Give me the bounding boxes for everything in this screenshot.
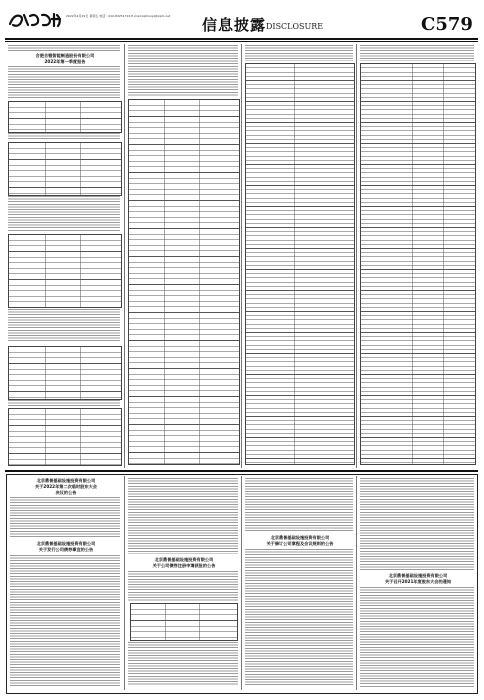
text-block: [8, 400, 120, 406]
section-title-en: DISCLOSURE: [266, 22, 324, 31]
article-title: 关于2022年第二次临时股东大会: [35, 484, 97, 489]
column-divider: [356, 44, 357, 468]
article-title: 关于发行公司债券事宜的公告: [38, 547, 94, 552]
data-table: [360, 63, 476, 465]
article-company: 北京鼎普基础设施投资有限公司: [154, 557, 214, 562]
data-table: [8, 408, 122, 466]
data-table: [128, 99, 240, 465]
column-divider: [356, 476, 357, 690]
text-block: [128, 571, 238, 601]
article-title: 关于修订公司章程及会议规则的公告: [266, 541, 334, 546]
article-title: 关于公司债券注册申请获批的公告: [152, 563, 216, 568]
column-divider: [124, 44, 125, 468]
text-block: [8, 309, 120, 343]
article-title: 关于召开2021年度股东大会的通知: [384, 579, 452, 584]
column-divider: [241, 44, 242, 468]
text-block: [10, 555, 120, 687]
data-table: [8, 101, 122, 133]
masthead-logo: [8, 10, 66, 30]
article-company: 北京鼎普基础设施投资有限公司: [36, 478, 96, 483]
article-title: 2022年第一季度报告: [44, 59, 86, 64]
header-rule-thin: [5, 41, 478, 42]
data-table: [8, 234, 122, 308]
text-block: [360, 45, 474, 61]
text-block: [8, 133, 120, 141]
text-block: [360, 587, 474, 687]
text-block: [245, 45, 353, 61]
text-block: [10, 497, 120, 537]
column-divider: [241, 476, 242, 690]
masthead-subline: 2022年4月29日 星期五 电话：010-83251716 E-mail:zqrbxxpl@zqrb.net: [66, 14, 171, 18]
text-block: [8, 45, 120, 53]
section-title: 信息披露: [202, 16, 267, 34]
data-table: [245, 63, 355, 465]
page-number: C579: [421, 14, 473, 35]
article-company: 北京鼎普基础设施投资有限公司: [36, 541, 96, 546]
text-block: [245, 478, 353, 532]
text-block: [8, 196, 120, 232]
article-company: 北京鼎普基础设施投资有限公司: [270, 535, 330, 540]
text-block: [8, 66, 120, 100]
article-title: 决议的公告: [55, 490, 77, 495]
data-table: [8, 346, 122, 400]
data-table: [8, 142, 122, 196]
article-company: 北京鼎普基础设施投资有限公司: [388, 573, 448, 578]
section-divider: [5, 470, 478, 472]
data-table: [130, 603, 238, 641]
text-block: [245, 549, 353, 687]
column-divider: [124, 476, 125, 690]
text-block: [128, 478, 238, 554]
text-block: [360, 478, 474, 570]
article-company: 合肥合锻智能制造股份有限公司: [35, 53, 95, 58]
text-block: [128, 642, 238, 686]
header-rule: [5, 38, 478, 40]
text-block: [128, 45, 238, 97]
